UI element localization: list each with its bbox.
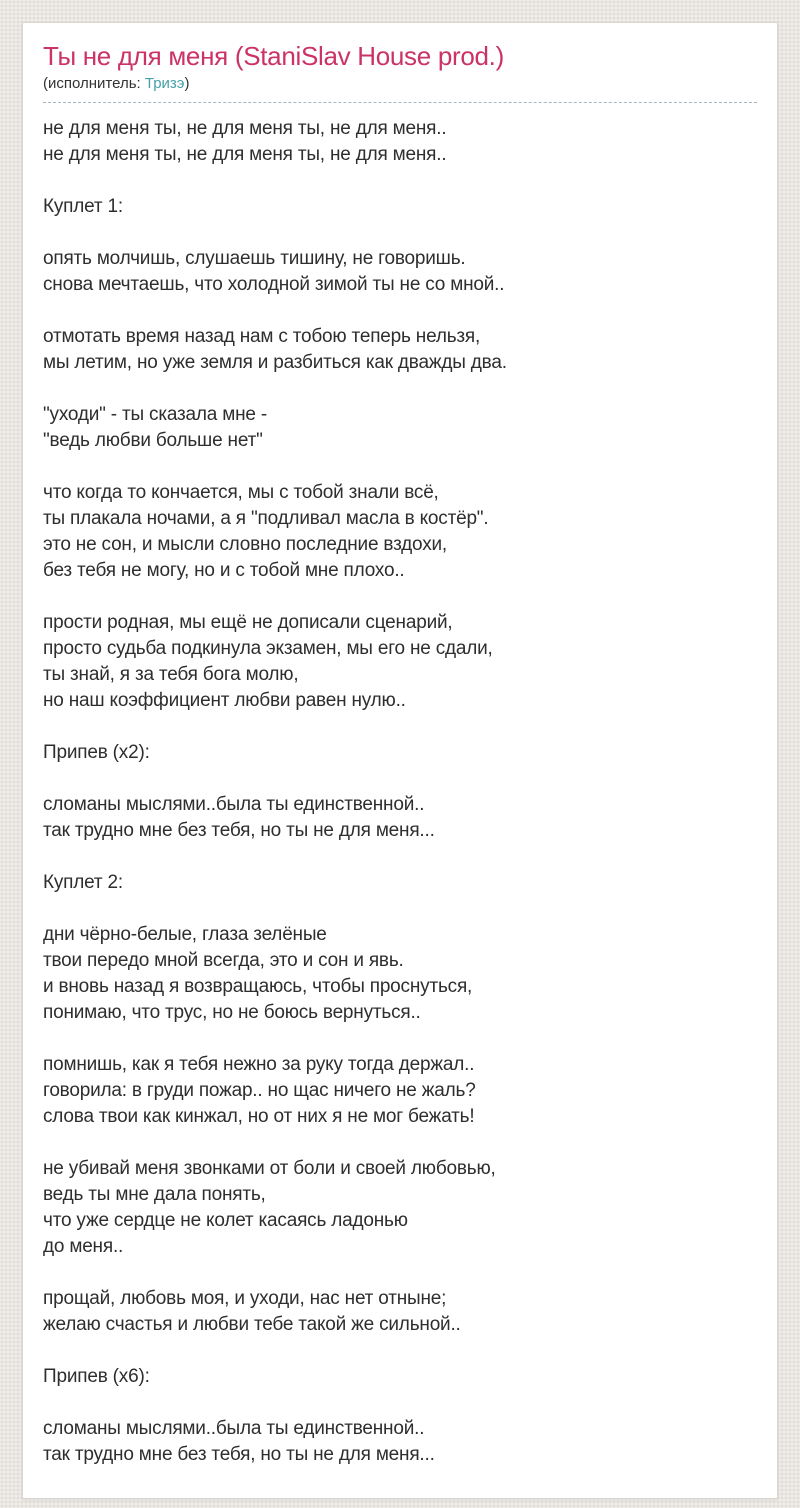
lyrics-line: Припев (x2): [43,742,150,763]
lyrics-stanza [43,740,757,766]
lyrics-line: помнишь, как я тебя нежно за руку тогда держал.. [43,1054,475,1075]
lyrics-line: понимаю, что трус, но не боюсь вернуться.. [43,1002,421,1023]
lyrics-stanza [43,324,757,376]
lyrics-line: Куплет 2: [43,872,123,893]
lyrics-text [43,116,757,1468]
lyrics-stanza [43,402,757,454]
lyrics-line: "уходи" - ты сказала мне - [43,404,267,425]
lyrics-line: так трудно мне без тебя, но ты не для меня... [43,1444,435,1465]
lyrics-line: мы летим, но уже земля и разбиться как дважды два. [43,352,507,373]
lyrics-line: что уже сердце не колет касаясь ладонью [43,1210,408,1231]
lyrics-line: "ведь любви больше нет" [43,430,263,451]
artist-label-close: ) [184,75,190,92]
lyrics-line: прощай, любовь моя, и уходи, нас нет отныне; [43,1288,447,1309]
lyrics-stanza [43,870,757,896]
lyrics-line: дни чёрно-белые, глаза зелёные [43,924,327,945]
lyrics-line: и вновь назад я возвращаюсь, чтобы проснуться, [43,976,473,997]
lyrics-stanza [43,1286,757,1338]
lyrics-line: просто судьба подкинула экзамен, мы его не сдали, [43,638,493,659]
lyrics-stanza [43,246,757,298]
song-title: Ты не для меня (StaniSlav House prod.) [43,41,504,71]
lyrics-stanza [43,792,757,844]
lyrics-stanza [43,610,757,714]
lyrics-stanza [43,1416,757,1468]
lyrics-line: Припев (x6): [43,1366,150,1387]
lyrics-stanza [43,922,757,1026]
lyrics-line: без тебя не могу, но и с тобой мне плохо.. [43,560,405,581]
lyrics-line: слова твои как кинжал, но от них я не мог бежать! [43,1106,475,1127]
lyrics-card [22,22,778,1499]
lyrics-line: ты плакала ночами, а я "подливал масла в костёр". [43,508,489,529]
artist-link[interactable]: Тризэ [144,75,185,92]
lyrics-stanza [43,1052,757,1130]
lyrics-line: но наш коэффициент любви равен нулю.. [43,690,406,711]
lyrics-line: твои передо мной всегда, это и сон и явь. [43,950,404,971]
song-header [43,41,757,103]
lyrics-stanza [43,1364,757,1390]
lyrics-line: до меня.. [43,1236,124,1257]
lyrics-line: прости родная, мы ещё не дописали сценарий, [43,612,453,633]
artist-label: (исполнитель: [43,75,145,92]
lyrics-line: желаю счастья и любви тебе такой же сильной.. [43,1314,461,1335]
lyrics-line: не для меня ты, не для меня ты, не для меня.. [43,144,447,165]
lyrics-line: опять молчишь, слушаешь тишину, не говоришь. [43,248,466,269]
lyrics-line: не убивай меня звонками от боли и своей любовью, [43,1158,496,1179]
lyrics-stanza [43,194,757,220]
lyrics-line: ведь ты мне дала понять, [43,1184,266,1205]
lyrics-line: Куплет 1: [43,196,123,217]
lyrics-stanza [43,116,757,168]
lyrics-stanza [43,1156,757,1260]
lyrics-line: не для меня ты, не для меня ты, не для меня.. [43,118,447,139]
lyrics-line: отмотать время назад нам с тобою теперь нельзя, [43,326,481,347]
artist-line [43,74,757,93]
page-background [0,22,800,1508]
lyrics-line: сломаны мыслями..была ты единственной.. [43,794,425,815]
lyrics-stanza [43,480,757,584]
lyrics-line: это не сон, и мысли словно последние вздохи, [43,534,448,555]
lyrics-line: говорила: в груди пожар.. но щас ничего не жаль? [43,1080,476,1101]
lyrics-line: снова мечтаешь, что холодной зимой ты не со мной.. [43,274,505,295]
lyrics-line: так трудно мне без тебя, но ты не для меня... [43,820,435,841]
lyrics-line: что когда то кончается, мы с тобой знали всё, [43,482,439,503]
lyrics-line: ты знай, я за тебя бога молю, [43,664,299,685]
lyrics-line: сломаны мыслями..была ты единственной.. [43,1418,425,1439]
